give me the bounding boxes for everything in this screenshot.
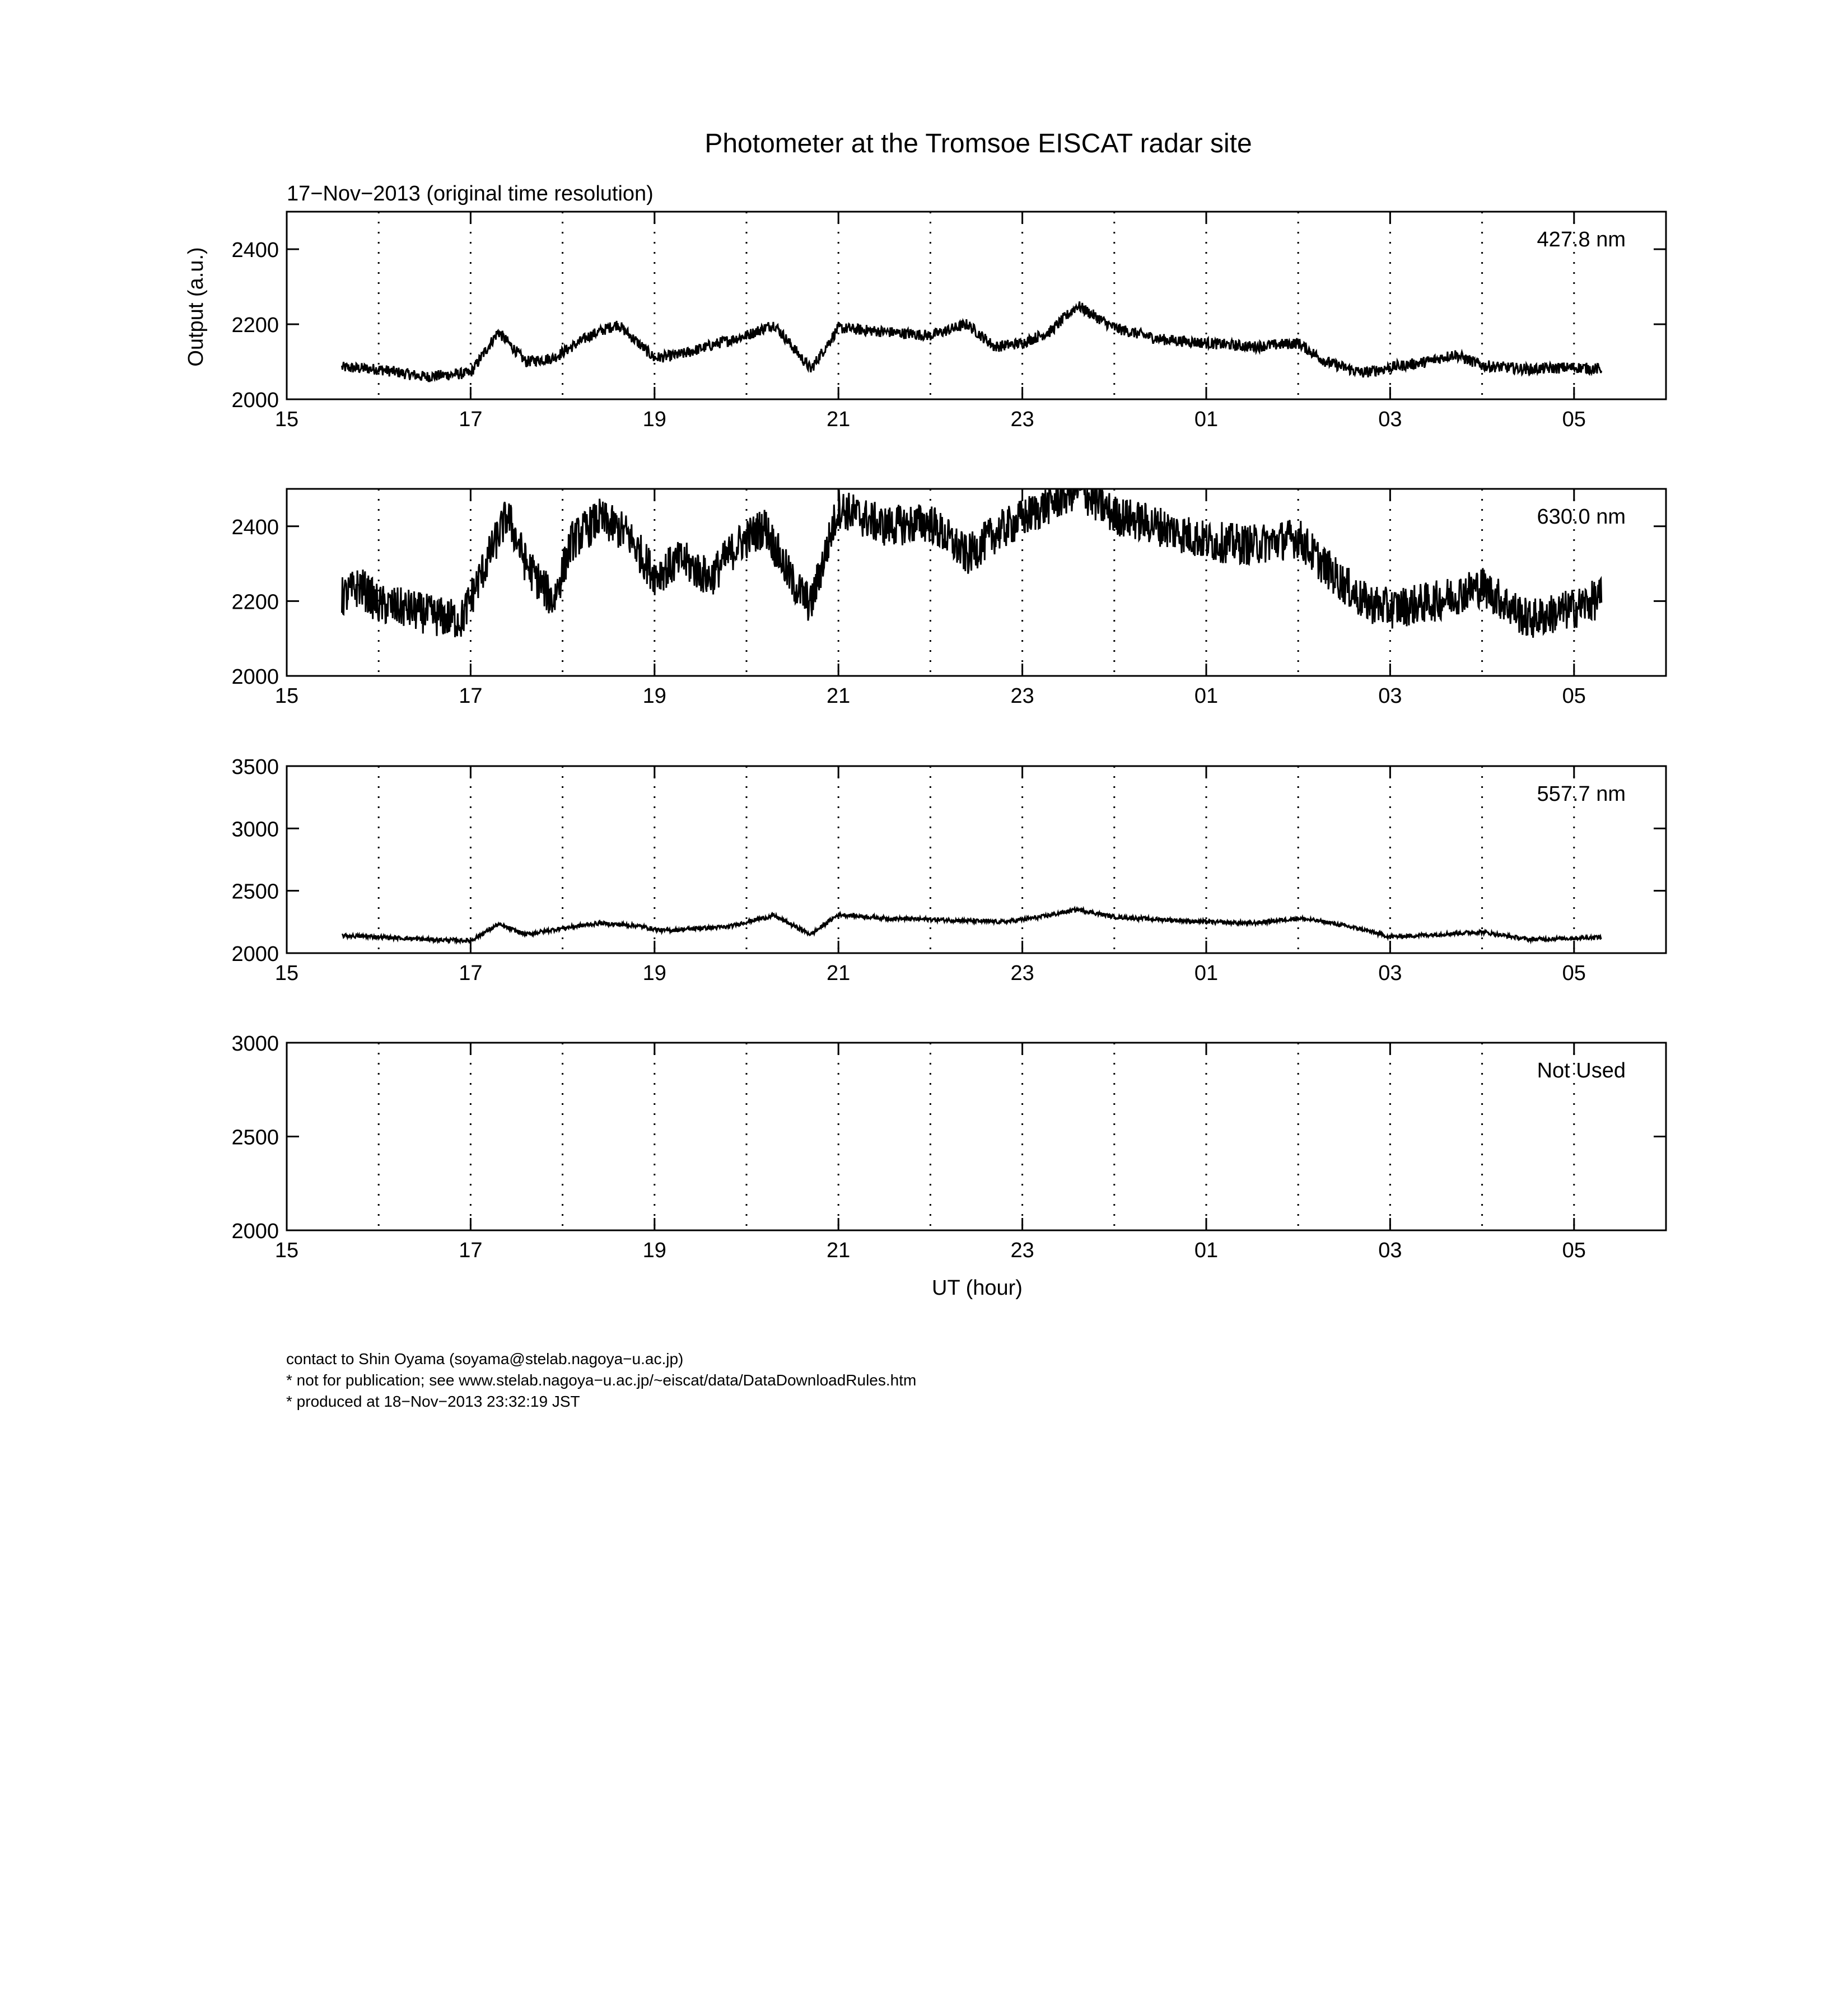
panel-3 [231,755,1666,985]
y-tick-label: 2200 [231,314,279,337]
y-tick-label: 2400 [231,239,279,262]
series-line [342,301,1602,382]
x-axis-label: UT (hour) [932,1276,1023,1300]
footer-produced: * produced at 18−Nov−2013 23:32:19 JST [286,1393,580,1410]
x-tick-label: 05 [1562,1239,1586,1262]
y-tick-label: 2400 [231,515,279,539]
panel-wavelength-label: 557.7 nm [1537,782,1626,806]
x-tick-label: 03 [1378,1239,1402,1262]
x-tick-label: 01 [1194,1239,1219,1262]
x-tick-label: 21 [827,1239,851,1262]
x-tick-label: 01 [1194,684,1219,708]
x-tick-label: 17 [459,1239,483,1262]
x-tick-label: 17 [459,962,483,985]
panel-wavelength-label: Not Used [1537,1059,1626,1082]
footer-contact: contact to Shin Oyama (soyama@stelab.nagoya−u.ac.jp) [286,1350,684,1368]
y-tick-label: 3000 [231,1032,279,1056]
panels-group [231,212,1666,1262]
x-tick-label: 19 [642,684,666,708]
x-tick-label: 19 [642,962,666,985]
x-tick-label: 23 [1010,1239,1034,1262]
y-tick-label: 2000 [231,942,279,966]
axes-box [287,1043,1666,1230]
y-tick-label: 2500 [231,1126,279,1150]
x-tick-label: 01 [1194,962,1219,985]
x-tick-label: 05 [1562,684,1586,708]
x-tick-label: 03 [1378,684,1402,708]
x-tick-label: 05 [1562,962,1586,985]
series-line [342,472,1602,638]
x-tick-label: 15 [274,408,299,431]
x-tick-label: 21 [827,684,851,708]
panel-2 [231,472,1666,708]
panel-wavelength-label: 427.8 nm [1537,228,1626,251]
y-tick-label: 3000 [231,818,279,842]
x-tick-label: 23 [1010,684,1034,708]
x-tick-label: 17 [459,684,483,708]
x-tick-label: 15 [274,684,299,708]
footer-notes [286,1348,916,1412]
x-tick-label: 21 [827,962,851,985]
panel-wavelength-label: 630.0 nm [1537,505,1626,529]
x-tick-label: 17 [459,408,483,431]
y-tick-label: 2000 [231,665,279,689]
footer-rules: * not for publication; see www.stelab.nagoya−u.ac.jp/~eiscat/data/DataDownloadRules.htm [286,1371,917,1389]
x-tick-label: 01 [1194,408,1219,431]
panel-1 [231,212,1666,431]
y-tick-label: 2200 [231,590,279,614]
y-tick-label: 2000 [231,1220,279,1243]
x-tick-label: 19 [642,1239,666,1262]
x-tick-label: 03 [1378,962,1402,985]
y-tick-label: 2500 [231,880,279,904]
panel-4 [231,1032,1666,1262]
x-tick-label: 21 [827,408,851,431]
y-axis-label: Output (a.u.) [184,247,208,367]
x-tick-label: 15 [274,962,299,985]
y-tick-label: 2000 [231,389,279,412]
x-tick-label: 19 [642,408,666,431]
x-tick-label: 23 [1010,962,1034,985]
axes-box [287,212,1666,399]
figure-subtitle: 17−Nov−2013 (original time resolution) [287,182,654,206]
y-tick-label: 3500 [231,755,279,779]
x-tick-label: 03 [1378,408,1402,431]
x-tick-label: 15 [274,1239,299,1262]
figure-title: Photometer at the Tromsoe EISCAT radar site [704,129,1252,158]
x-tick-label: 23 [1010,408,1034,431]
series-line [342,908,1602,942]
x-tick-label: 05 [1562,408,1586,431]
